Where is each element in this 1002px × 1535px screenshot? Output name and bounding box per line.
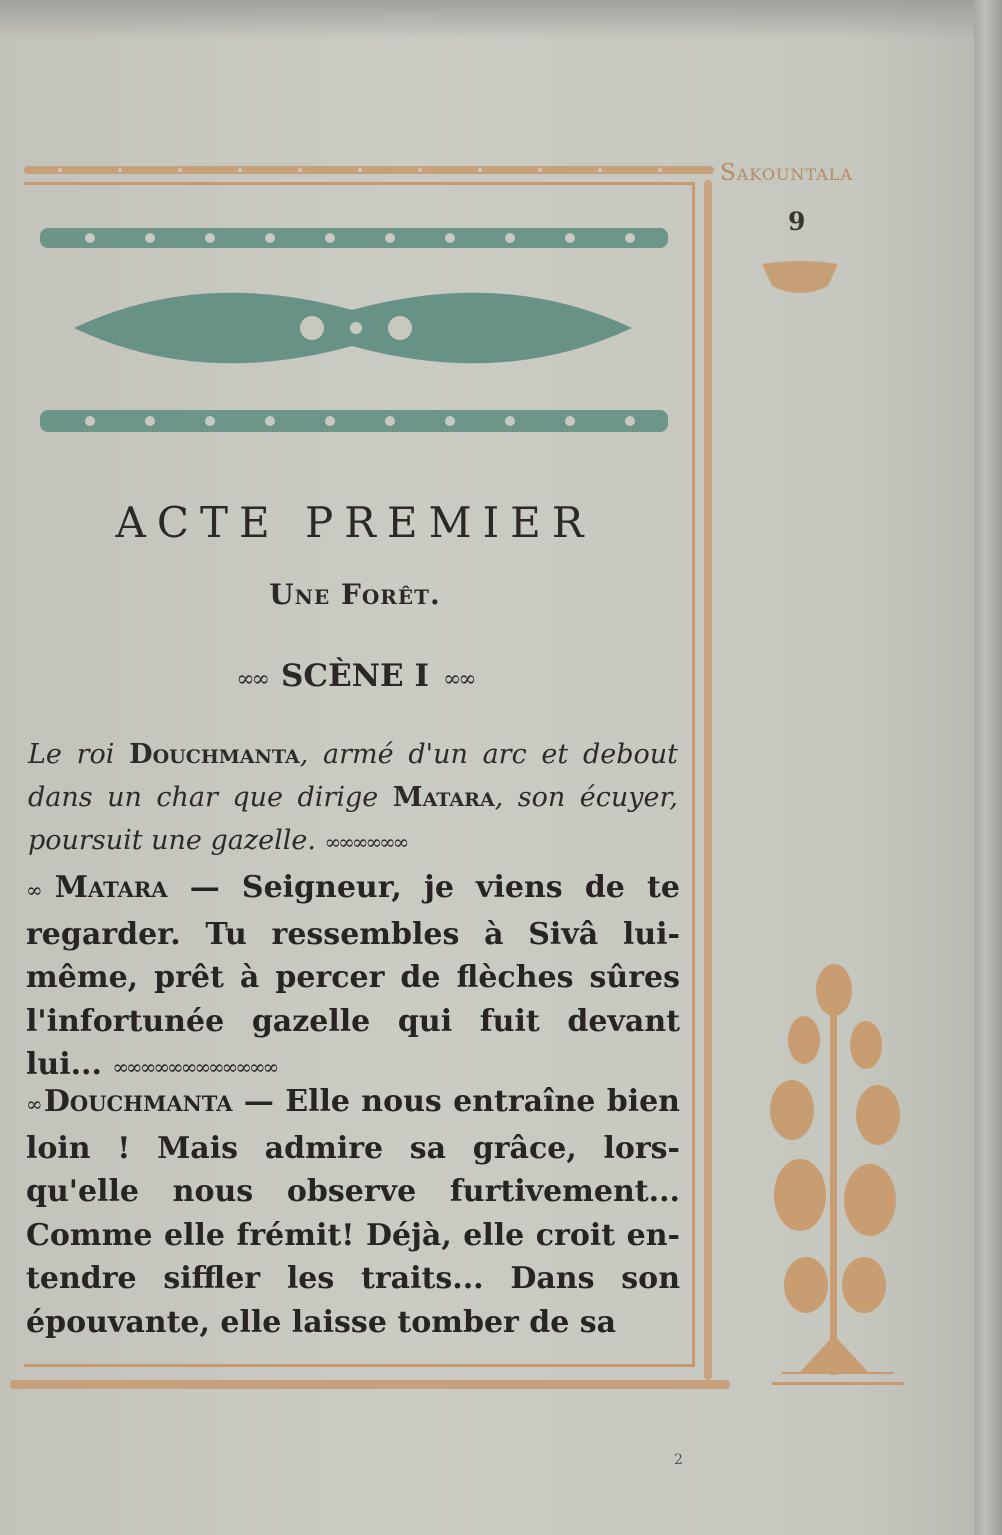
scroll-ornament-icon: ∞∞∞∞∞∞ [324,830,407,854]
speaker-name: Matara [54,870,168,905]
speech-matara [26,866,680,1090]
scene-heading [30,658,680,694]
signature-mark: 2 [674,1452,683,1468]
scroll-ornament-icon: ∞∞ [442,667,474,692]
page-number: 9 [788,207,806,236]
speech-text: — Seigneur, je viens de te regarder. Tu ressembles à Sivâ lui-même, prêt à percer de flèches sûres l'infortunée gazelle qui fuit devant lui... [26,870,680,1082]
stage-text: , son écuyer, poursuit une gazelle. [28,782,678,856]
speech-douchmanta [26,1080,680,1344]
scroll-ornament-icon: ∞∞ [236,667,268,692]
scroll-ornament-icon: ∞∞∞∞∞∞∞∞∞∞∞∞ [112,1055,277,1079]
speaker-name: Douchmanta [43,1084,233,1119]
stage-direction [28,733,678,864]
running-head: Sakountala [720,160,853,186]
speech-text: — Elle nous entraîne bien loin ! Mais admire sa grâce, lors-qu'elle nous observe furtivement... Comme elle frémit! Déjà, elle croit en-tendre siffler les traits... Dans son épouvante, elle laisse tomber de sa [26,1084,680,1340]
character-name: Matara [392,782,495,813]
scroll-ornament-icon: ∞ [26,878,55,902]
character-name: Douchmanta [129,739,300,770]
act-subtitle: Une Forêt. [269,578,441,611]
stage-text: Le roi [28,739,130,770]
scroll-ornament-icon: ∞ [26,1092,44,1116]
stage-text: , armé d'un arc et debout dans un char que dirige [28,739,679,813]
scene-title: SCÈNE I [281,658,429,694]
act-title: ACTE PREMIER [115,498,595,547]
